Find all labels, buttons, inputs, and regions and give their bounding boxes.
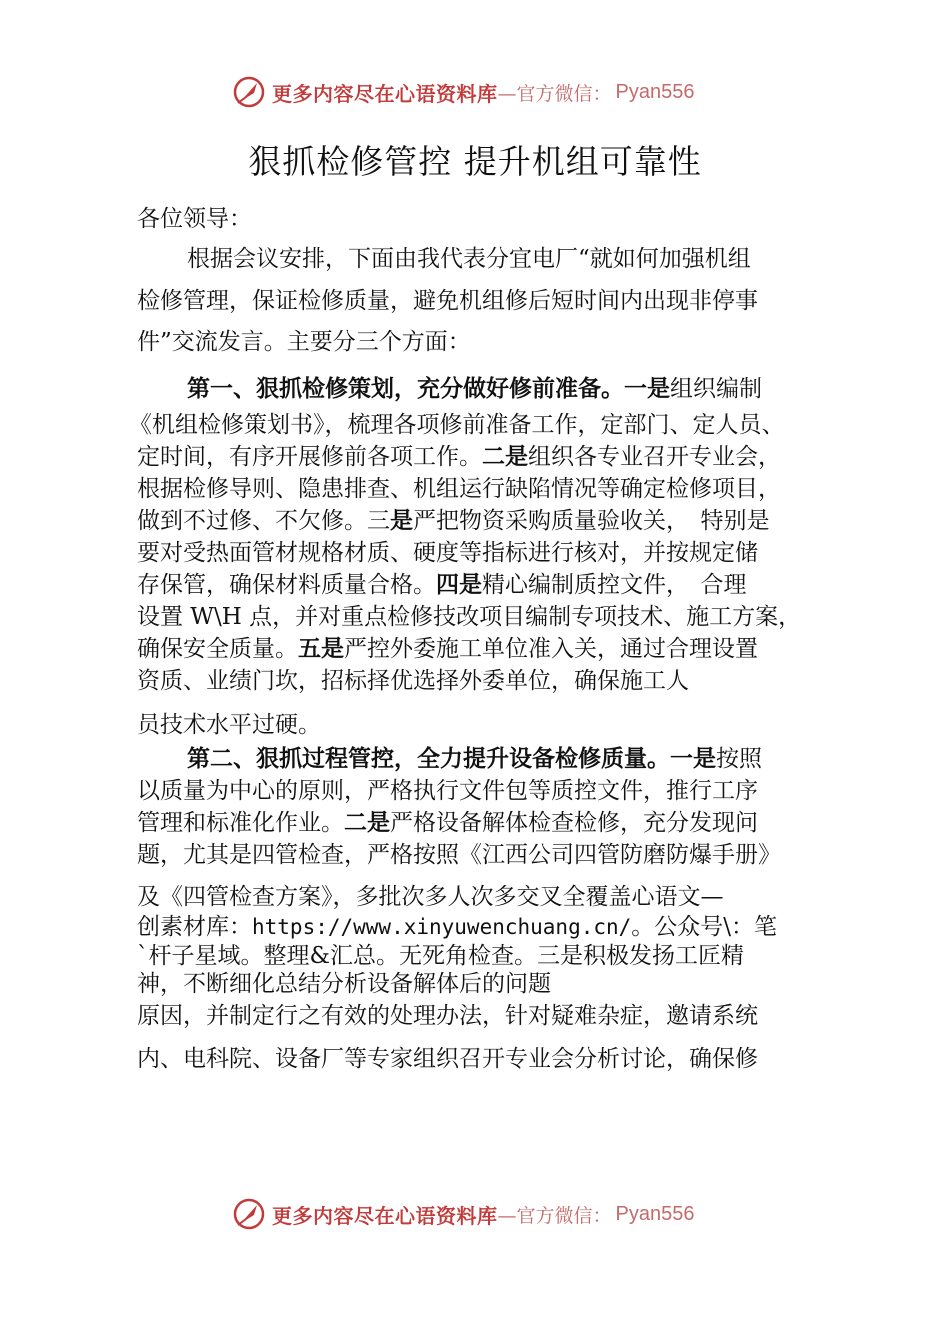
p3-line-1 (187, 740, 762, 773)
p3-line: 及《四管检查方案》，多批次多人次多交叉全覆盖心语文— (137, 884, 724, 910)
p2-line: 《机组检修策划书》，梳理各项修前准备工作，定部门、定人员、 (129, 412, 785, 438)
p3-line: 以质量为中心的原则，严格执行文件包等质控文件，推行工序 (137, 778, 758, 804)
p3-line: 内、电科院、设备厂等专家组织召开专业会分析讨论，确保修 (137, 1046, 758, 1072)
quill-logo-icon (232, 75, 266, 109)
p3-line: 神，不断细化总结分析设备解体后的问题 (137, 971, 551, 997)
point-marker: 一是 (670, 746, 716, 772)
point-marker: 二是 (482, 444, 528, 470)
p2-text: 存保管，确保材料质量合格。 (137, 572, 436, 598)
p2-line: 资质、业绩门坎，招标择优选择外委单位，确保施工人 (137, 668, 689, 694)
p2-line: 设置 W\H 点，并对重点检修技改项目编制专项技术、施工方案， (137, 604, 802, 630)
p2-text: 组织各专业召开专业会， (528, 444, 781, 470)
p2-text: 严把物资采购质量验收关， 特别是 (413, 508, 770, 534)
point-marker: 二是 (344, 810, 390, 836)
banner-wechat-label: —官方微信： (497, 82, 612, 105)
p3-text: 。公众号\：笔 (631, 914, 778, 940)
p2-text: 确保安全质量。 (137, 636, 298, 662)
p3-text: 管理和标准化作业。 (137, 810, 344, 836)
p2-line (137, 438, 781, 471)
point-marker: 是 (390, 508, 413, 534)
point-marker: 五是 (298, 636, 344, 662)
p2-text: 做到不过修、不欠修。三 (137, 508, 390, 534)
p3-line: 原因，并制定行之有效的处理办法，针对疑难杂症，邀请系统 (137, 1003, 758, 1029)
p2-line (137, 566, 747, 599)
banner-site-name: 更多内容尽在心语资料库 (272, 1203, 498, 1228)
section-two-heading: 第二、狠抓过程管控，全力提升设备检修质量。 (187, 746, 670, 772)
p2-text: 严控外委施工单位准入关，通过合理设置 (344, 636, 758, 662)
quill-logo-icon (232, 1197, 266, 1231)
p2-line-1 (187, 370, 762, 403)
point-marker: 四是 (436, 572, 482, 598)
p3-text: 严格设备解体检查检修，充分发现问 (390, 810, 758, 836)
p2-text: 精心编制质控文件， 合理 (482, 572, 747, 598)
source-url: https://www.xinyuwenchuang.cn/ (252, 915, 632, 939)
p3-line: `杆子星域。整理&汇总。无死角检查。三是积极发扬工匠精 (137, 943, 744, 969)
banner-wechat-id: Pyan556 (615, 1202, 695, 1225)
document-title: 狠抓检修管控 提升机组可靠性 (248, 142, 702, 181)
p3-text: 按照 (716, 746, 762, 772)
banner-site-name: 更多内容尽在心语资料库 (272, 81, 498, 106)
section-one-heading: 第一、狠抓检修策划，充分做好修前准备。 (187, 376, 624, 402)
p1-line: 检修管理，保证检修质量，避免机组修后短时间内出现非停事 (137, 288, 758, 314)
p2-text: 组织编制 (670, 376, 762, 402)
p3-line (137, 804, 758, 837)
header-banner (232, 72, 694, 112)
p2-line: 根据检修导则、隐患排查、机组运行缺陷情况等确定检修项目， (137, 476, 781, 502)
greeting: 各位领导： (137, 206, 252, 232)
p2-line (137, 630, 758, 663)
p3-text: 创素材库： (137, 914, 252, 940)
p2-text: 定时间，有序开展修前各项工作。 (137, 444, 482, 470)
point-marker: 一是 (624, 376, 670, 402)
p2-line: 要对受热面管材规格材质、硬度等指标进行核对，并按规定储 (137, 540, 758, 566)
p2-line (137, 502, 770, 535)
footer-banner (232, 1194, 694, 1234)
p3-line: 题，尤其是四管检查，严格按照《江西公司四管防磨防爆手册》 (137, 842, 781, 868)
p1-line: 件”交流发言。主要分三个方面： (137, 329, 471, 355)
banner-wechat-label: —官方微信： (497, 1204, 612, 1227)
p1-line: 根据会议安排，下面由我代表分宜电厂“就如何加强机组 (187, 246, 751, 272)
banner-wechat-id: Pyan556 (615, 80, 695, 103)
p2-line: 员技术水平过硬。 (137, 712, 321, 738)
